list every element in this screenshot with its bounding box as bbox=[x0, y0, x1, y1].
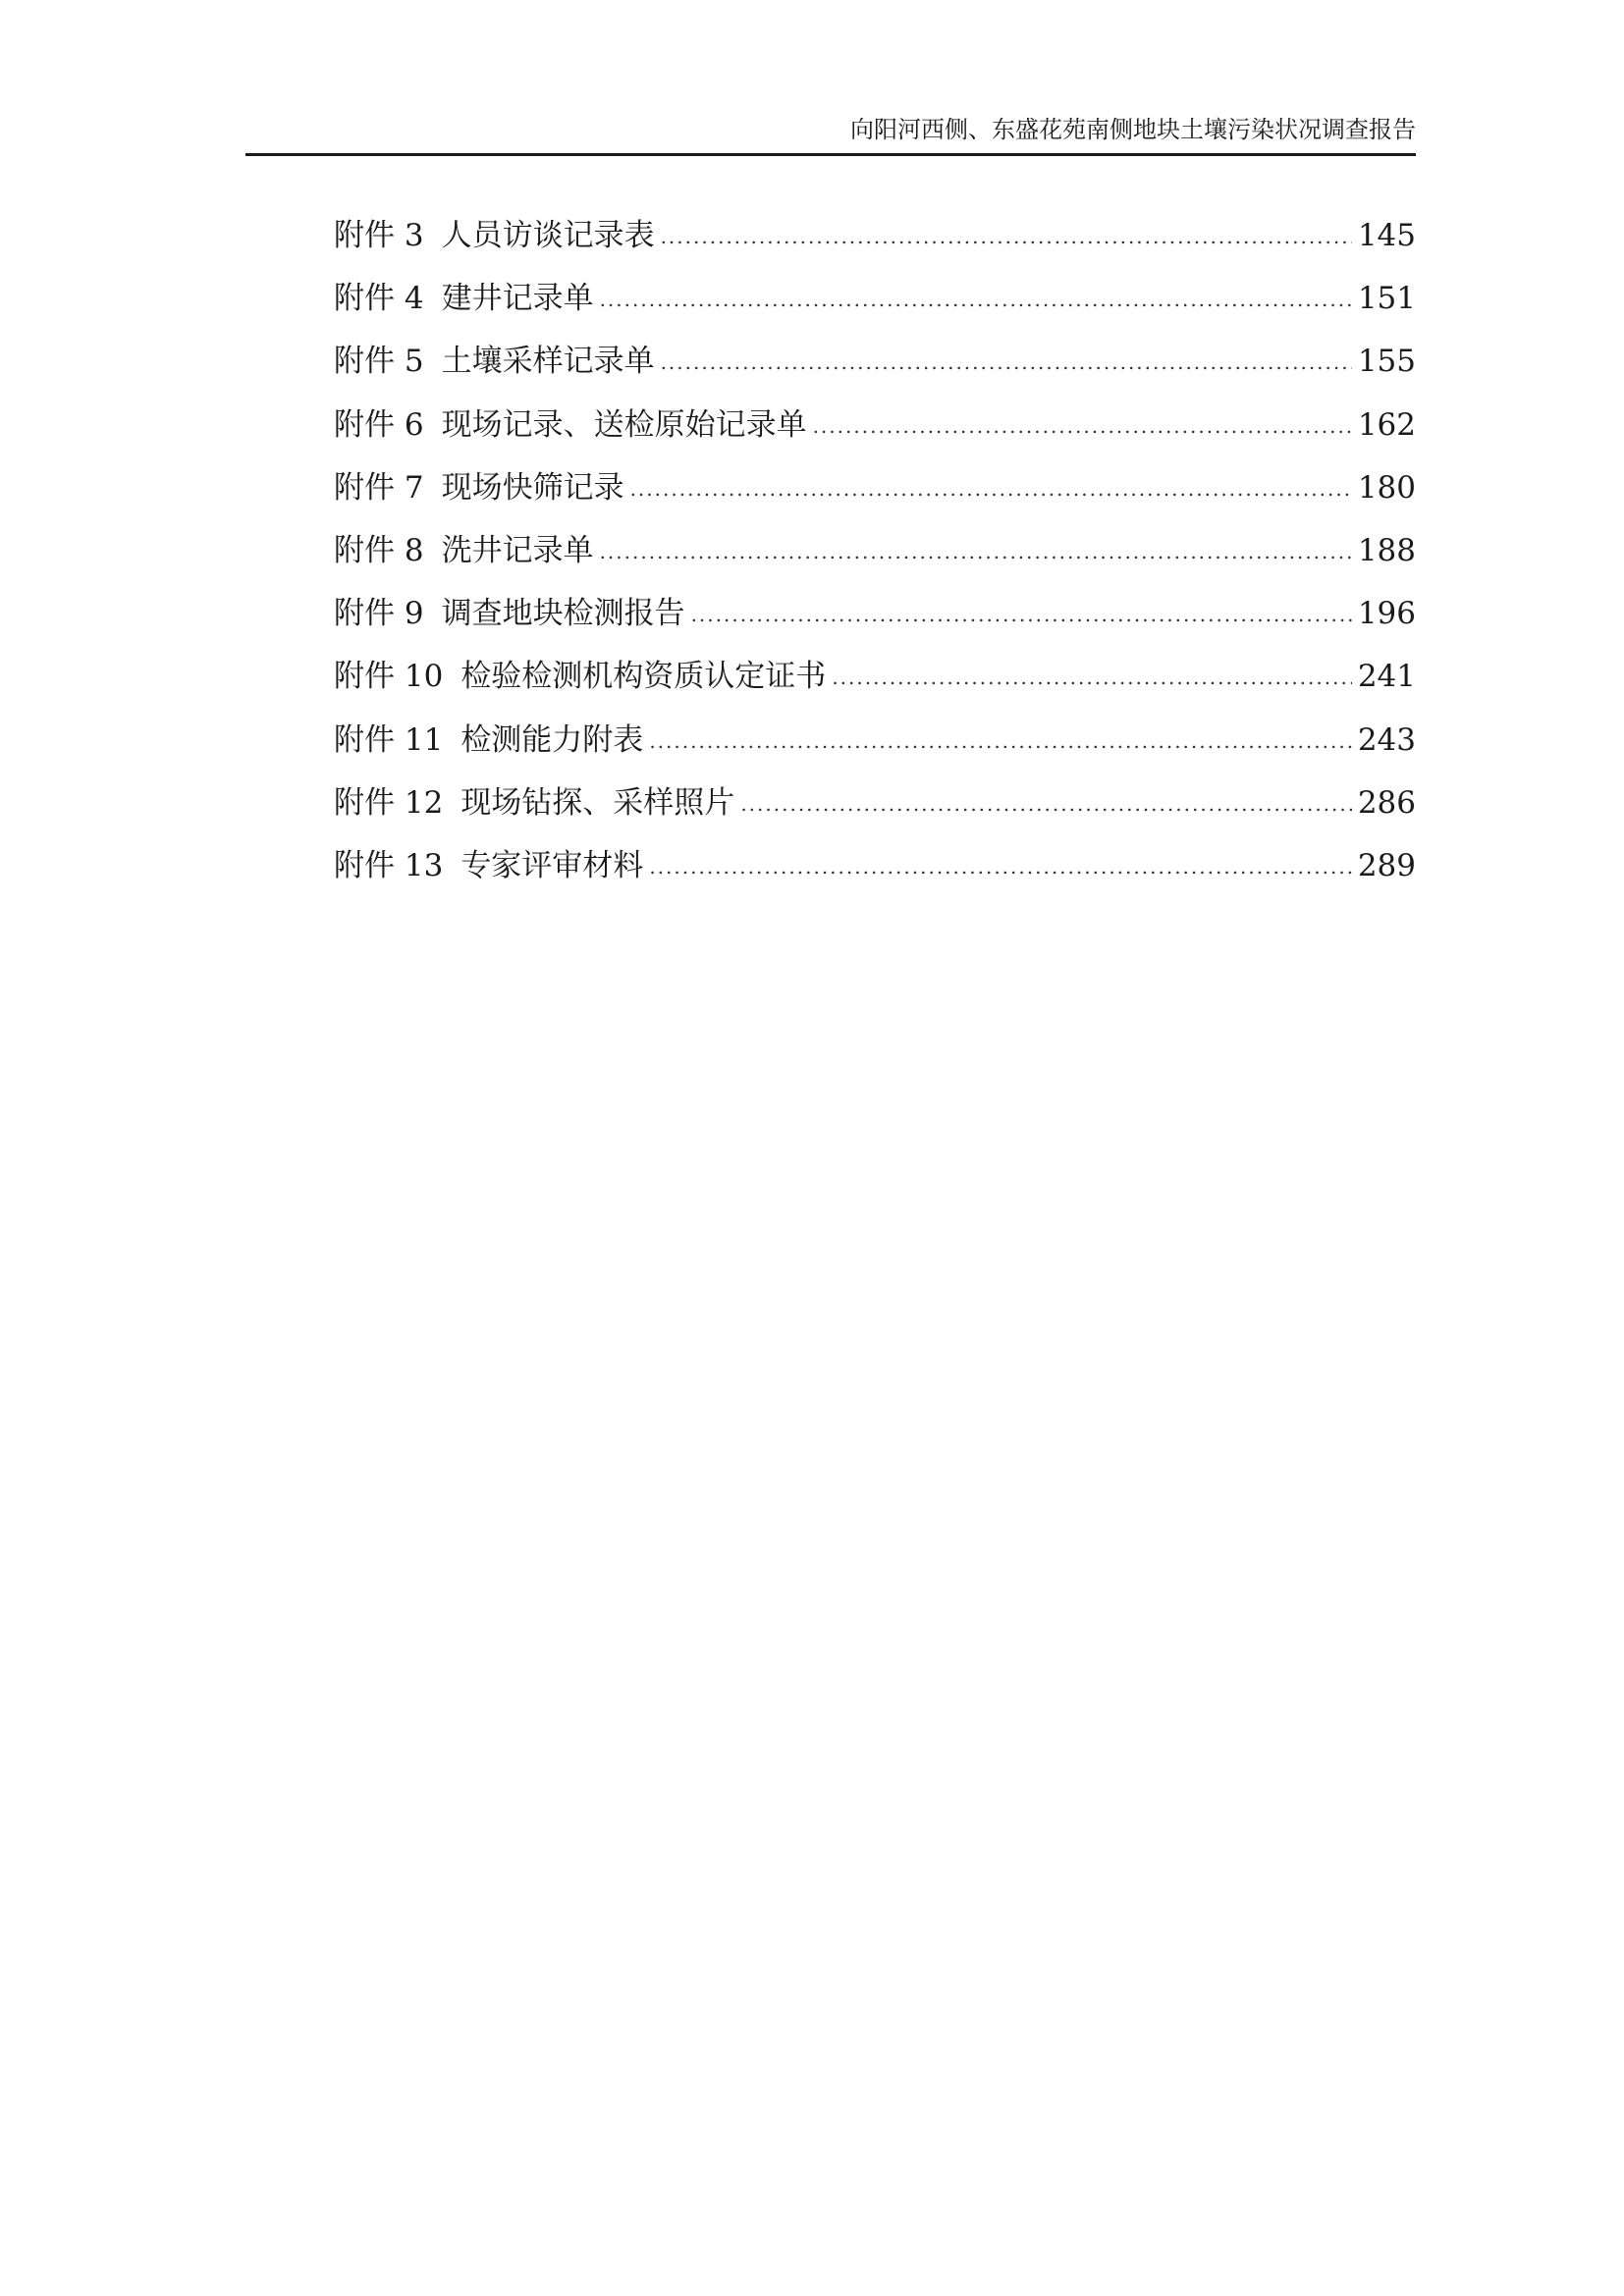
toc-entry-title: 调查地块检测报告 bbox=[441, 596, 685, 632]
toc-entry-page-number: 289 bbox=[1357, 847, 1416, 883]
toc-entry-label: 附件 9 bbox=[334, 596, 424, 632]
dot-leader bbox=[740, 782, 1352, 826]
dot-leader bbox=[813, 404, 1352, 448]
toc-entry-label: 附件 3 bbox=[334, 218, 424, 253]
report-title: 向阳河西侧、东盛花苑南侧地块土壤污染状况调查报告 bbox=[850, 116, 1416, 143]
toc-entry-title: 建井记录单 bbox=[441, 281, 594, 317]
toc-entry-title: 检测能力附表 bbox=[460, 721, 644, 758]
toc-entry-label: 附件 7 bbox=[334, 469, 424, 506]
toc-entry-page-number: 151 bbox=[1357, 281, 1416, 317]
dot-leader bbox=[691, 593, 1352, 636]
toc-entry-attachment-11[interactable] bbox=[334, 719, 1416, 781]
toc-entry-page-number: 196 bbox=[1357, 596, 1416, 632]
toc-entry-title: 检验检测机构资质认定证书 bbox=[460, 659, 827, 695]
page-header bbox=[245, 110, 1416, 156]
toc-entry-page-number: 241 bbox=[1357, 659, 1416, 695]
toc-entry-attachment-4[interactable] bbox=[334, 277, 1416, 340]
toc-entry-page-number: 243 bbox=[1357, 721, 1416, 758]
toc-entry-label: 附件 11 bbox=[334, 721, 444, 758]
toc-entry-attachment-13[interactable] bbox=[334, 844, 1416, 907]
toc-entry-title: 现场记录、送检原始记录单 bbox=[441, 406, 807, 443]
toc-entry-attachment-9[interactable] bbox=[334, 592, 1416, 655]
toc-entry-attachment-6[interactable] bbox=[334, 403, 1416, 466]
dot-leader bbox=[600, 530, 1352, 573]
toc-entry-label: 附件 6 bbox=[334, 406, 424, 443]
toc-entry-page-number: 145 bbox=[1357, 218, 1416, 253]
toc-entry-title: 洗井记录单 bbox=[441, 532, 594, 568]
toc-entry-title: 现场快筛记录 bbox=[441, 469, 624, 506]
toc-entry-label: 附件 8 bbox=[334, 532, 424, 568]
toc-entry-title: 土壤采样记录单 bbox=[441, 344, 655, 380]
toc-entry-label: 附件 10 bbox=[334, 659, 444, 695]
toc-entry-label: 附件 4 bbox=[334, 281, 424, 317]
toc-entry-page-number: 155 bbox=[1357, 344, 1416, 380]
toc-entry-page-number: 286 bbox=[1357, 784, 1416, 821]
toc-entry-attachment-10[interactable] bbox=[334, 655, 1416, 718]
dot-leader bbox=[600, 278, 1352, 321]
dot-leader bbox=[832, 656, 1352, 699]
toc-entry-attachment-8[interactable] bbox=[334, 529, 1416, 592]
toc-entry-title: 专家评审材料 bbox=[460, 847, 644, 883]
toc-entry-attachment-7[interactable] bbox=[334, 466, 1416, 529]
toc-entry-title: 现场钻探、采样照片 bbox=[460, 784, 735, 821]
toc-entry-label: 附件 13 bbox=[334, 847, 444, 883]
toc-entry-label: 附件 5 bbox=[334, 344, 424, 380]
toc-entry-label: 附件 12 bbox=[334, 784, 444, 821]
toc-entry-attachment-3[interactable] bbox=[334, 214, 1416, 277]
toc-entry-attachment-12[interactable] bbox=[334, 781, 1416, 844]
dot-leader bbox=[661, 341, 1352, 384]
table-of-contents bbox=[334, 214, 1416, 907]
toc-entry-page-number: 162 bbox=[1357, 406, 1416, 443]
dot-leader bbox=[630, 467, 1352, 510]
toc-entry-page-number: 188 bbox=[1357, 532, 1416, 568]
dot-leader bbox=[661, 215, 1352, 258]
toc-entry-title: 人员访谈记录表 bbox=[441, 218, 655, 253]
toc-entry-page-number: 180 bbox=[1357, 469, 1416, 506]
dot-leader bbox=[649, 845, 1352, 888]
toc-entry-attachment-5[interactable] bbox=[334, 340, 1416, 402]
dot-leader bbox=[649, 720, 1352, 763]
